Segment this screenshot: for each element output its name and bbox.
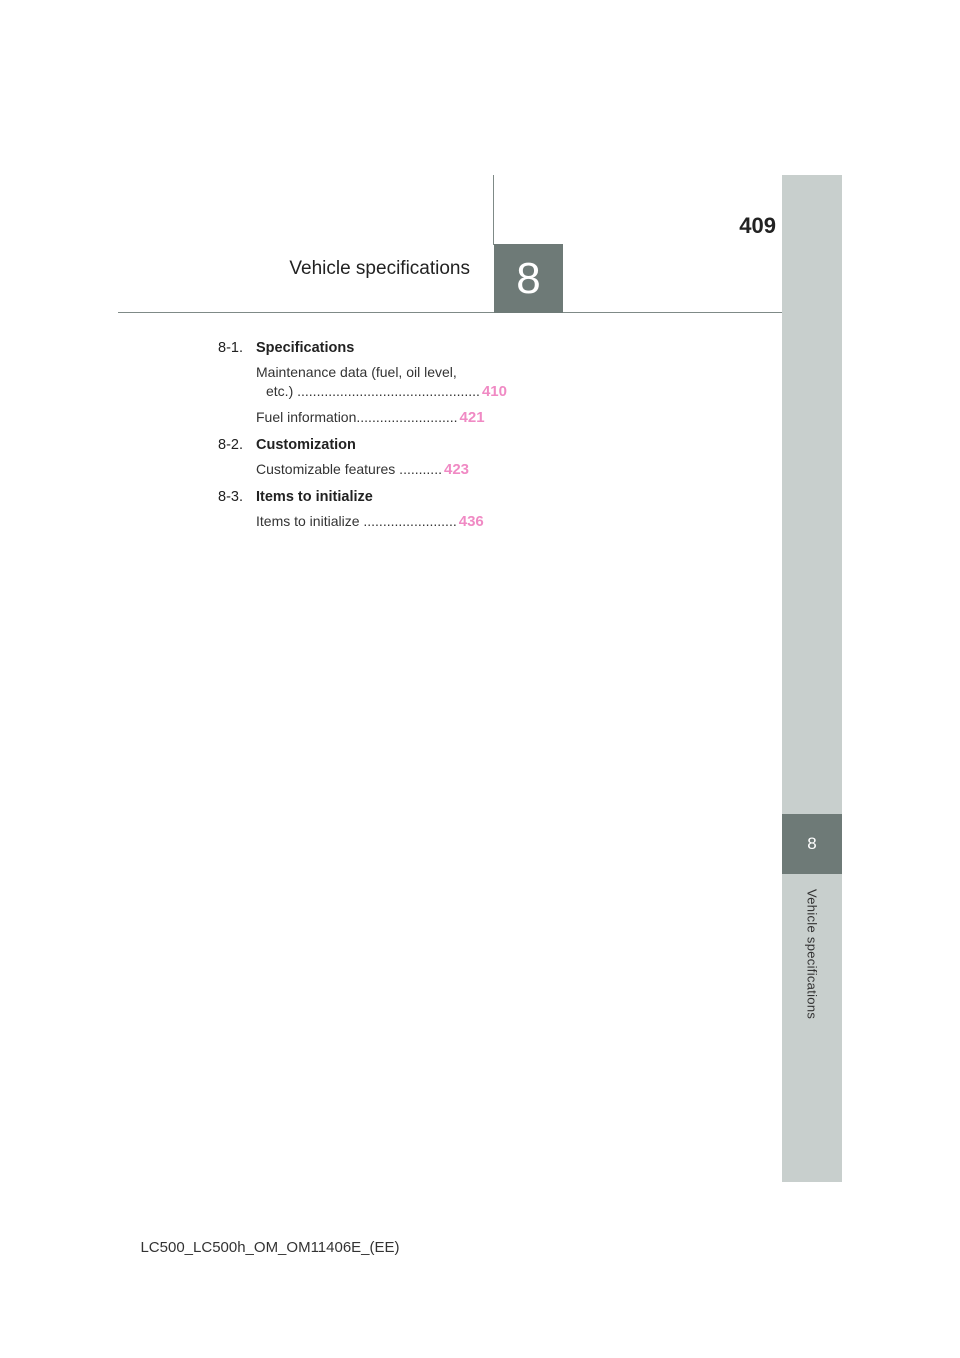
page-number: 409 xyxy=(739,213,776,238)
document-footer: LC500_LC500h_OM_OM11406E_(EE) xyxy=(140,1239,400,1256)
toc-entry-fuel-information[interactable] xyxy=(256,408,485,427)
table-of-contents xyxy=(218,340,507,531)
toc-entry-items-to-initialize[interactable] xyxy=(256,512,484,531)
toc-section-8-3 xyxy=(218,489,468,505)
entry-text-line2: etc.) xyxy=(266,383,294,399)
section-number: 8-2. xyxy=(218,437,243,453)
leader-dots: ........... xyxy=(395,461,442,477)
toc-entry-customizable-features[interactable] xyxy=(256,460,468,479)
page-link[interactable]: 421 xyxy=(459,409,485,426)
side-tab-label-text: Vehicle specifications xyxy=(804,888,820,1020)
page-link[interactable]: 423 xyxy=(443,461,470,478)
toc-section-8-2 xyxy=(218,437,468,453)
toc-section-8-1 xyxy=(218,340,468,356)
side-tab-label xyxy=(782,884,842,1024)
side-tab-chapter-number[interactable]: 8 xyxy=(782,814,842,874)
entry-text-line1: Maintenance data (fuel, oil level, xyxy=(256,364,457,380)
section-number: 8-1. xyxy=(218,340,243,356)
chapter-number-box: 8 xyxy=(494,244,563,313)
section-title[interactable]: Items to initialize xyxy=(256,489,373,505)
leader-dots: ........................ xyxy=(359,513,457,529)
leader-dots: .......................... xyxy=(356,409,458,425)
section-title[interactable]: Customization xyxy=(256,437,356,453)
side-tab xyxy=(782,175,842,1182)
header-vertical-divider xyxy=(493,175,494,245)
entry-text: Customizable features xyxy=(256,461,396,477)
section-number: 8-3. xyxy=(218,489,243,505)
leader-dots: ............................................... xyxy=(297,383,480,399)
page-link[interactable]: 410 xyxy=(481,383,507,400)
toc-entry-maintenance-data[interactable] xyxy=(256,363,507,401)
section-title[interactable]: Specifications xyxy=(256,340,355,356)
chapter-title: Vehicle specifications xyxy=(289,258,470,279)
entry-text: Fuel information xyxy=(256,409,357,425)
header-horizontal-divider xyxy=(118,312,782,313)
entry-text: Items to initialize xyxy=(256,513,360,529)
page-link[interactable]: 436 xyxy=(458,513,484,530)
